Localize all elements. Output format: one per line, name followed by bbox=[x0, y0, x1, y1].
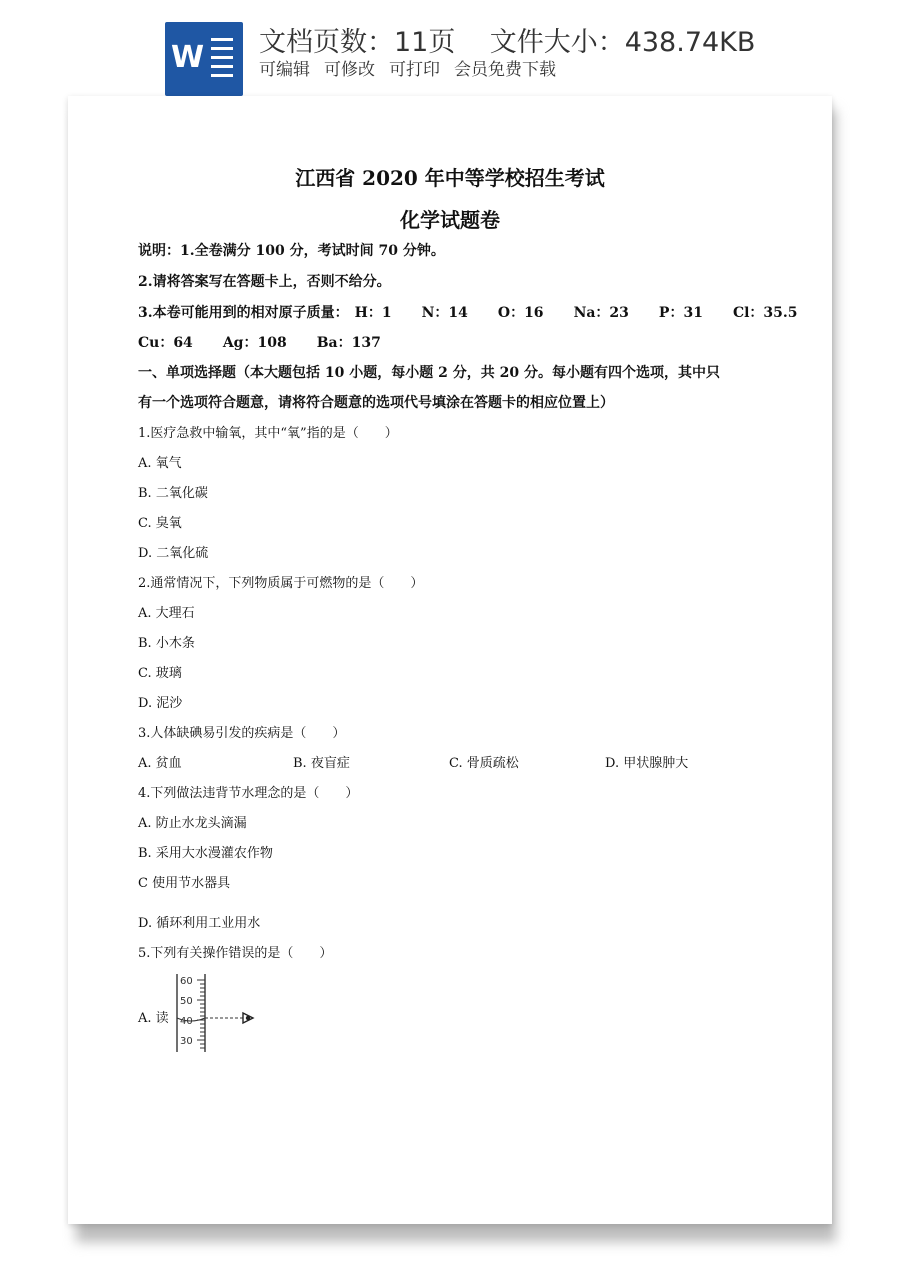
question-1-option-b: B. 二氧化碳 bbox=[138, 486, 208, 501]
question-3-option-a: A. 贫血 bbox=[138, 756, 182, 771]
cylinder-tick-label-30: 30 bbox=[180, 1036, 193, 1047]
question-4-option-d: D. 循环利用工业用水 bbox=[138, 916, 261, 931]
question-4-option-a: A. 防止水龙头滴漏 bbox=[138, 816, 247, 831]
atomic-mass-h: H：1 bbox=[354, 305, 392, 321]
exam-subject-title: 化学试题卷 bbox=[400, 208, 500, 232]
atomic-mass-p: P：31 bbox=[658, 305, 703, 321]
document-meta-title bbox=[259, 20, 755, 59]
cylinder-tick-label-60: 60 bbox=[180, 976, 193, 987]
question-2-option-a: A. 大理石 bbox=[138, 606, 195, 621]
question-5-stem: 5.下列有关操作错误的是（ ） bbox=[138, 946, 333, 961]
document-info-header bbox=[0, 0, 900, 96]
question-3-option-b: B. 夜盲症 bbox=[293, 756, 350, 771]
atomic-mass-cl: Cl：35.5 bbox=[732, 305, 798, 321]
question-2-option-c: C. 玻璃 bbox=[138, 666, 182, 681]
feature-editable: 可编辑 bbox=[259, 60, 310, 80]
question-5-option-a: A. 读 bbox=[138, 1011, 169, 1026]
question-4-stem: 4.下列做法违背节水理念的是（ ） bbox=[138, 786, 359, 801]
question-3-stem: 3.人体缺碘易引发的疾病是（ ） bbox=[138, 726, 346, 741]
instruction-1: 说明：1.全卷满分 100 分，考试时间 70 分钟。 bbox=[138, 243, 445, 259]
question-2-option-b: B. 小木条 bbox=[138, 636, 195, 651]
question-1-stem: 1.医疗急救中输氧，其中“氧”指的是（ ） bbox=[138, 426, 398, 441]
atomic-mass-intro: 3.本卷可能用到的相对原子质量： bbox=[138, 305, 349, 321]
section-1-heading-cont: 有一个选项符合题意，请将符合题意的选项代号填涂在答题卡的相应位置上） bbox=[138, 395, 614, 411]
question-2-option-d: D. 泥沙 bbox=[138, 696, 183, 711]
word-doc-icon bbox=[165, 22, 243, 96]
graduated-cylinder-figure bbox=[173, 974, 263, 1054]
cylinder-tick-marks bbox=[197, 980, 205, 1048]
cylinder-tick-label-50: 50 bbox=[180, 996, 193, 1007]
section-1-heading: 一、单项选择题（本大题包括 10 小题，每小题 2 分，共 20 分。每小题有四个选项，其中只 bbox=[138, 365, 720, 381]
atomic-mass-ba: Ba：137 bbox=[316, 335, 381, 351]
atomic-mass-na: Na：23 bbox=[573, 305, 629, 321]
atomic-mass-n: N：14 bbox=[421, 305, 468, 321]
page-count: 文档页数：11页 bbox=[259, 27, 456, 58]
cylinder-tick-label-40: 40 bbox=[180, 1016, 193, 1027]
instruction-3 bbox=[138, 302, 798, 322]
word-icon-lines bbox=[211, 38, 233, 83]
instruction-2: 2.请将答案写在答题卡上，否则不给分。 bbox=[138, 274, 391, 290]
word-icon-letter: W bbox=[171, 40, 205, 75]
question-1-option-a: A. 氧气 bbox=[138, 456, 182, 471]
atomic-mass-ag: Ag：108 bbox=[222, 335, 287, 351]
instruction-3-cont bbox=[138, 332, 411, 352]
feature-member-download: 会员免费下载 bbox=[454, 60, 556, 80]
question-3-option-c: C. 骨质疏松 bbox=[449, 756, 519, 771]
eye-pupil bbox=[246, 1016, 250, 1020]
question-2-stem: 2.通常情况下，下列物质属于可燃物的是（ ） bbox=[138, 576, 424, 591]
feature-modifiable: 可修改 bbox=[324, 60, 375, 80]
file-size: 文件大小：438.74KB bbox=[489, 27, 756, 58]
question-3-option-d: D. 甲状腺肿大 bbox=[605, 756, 689, 771]
question-3-options bbox=[138, 752, 738, 770]
question-4-option-c: C 使用节水器具 bbox=[138, 876, 231, 891]
atomic-mass-o: O：16 bbox=[497, 305, 544, 321]
feature-printable: 可打印 bbox=[389, 60, 440, 80]
document-features bbox=[259, 55, 570, 80]
question-1-option-d: D. 二氧化硫 bbox=[138, 546, 209, 561]
atomic-mass-cu: Cu：64 bbox=[138, 335, 193, 351]
document-page bbox=[68, 96, 832, 1224]
question-4-option-b: B. 采用大水漫灌农作物 bbox=[138, 846, 273, 861]
question-1-option-c: C. 臭氧 bbox=[138, 516, 182, 531]
exam-title: 江西省 2020 年中等学校招生考试 bbox=[295, 166, 605, 190]
